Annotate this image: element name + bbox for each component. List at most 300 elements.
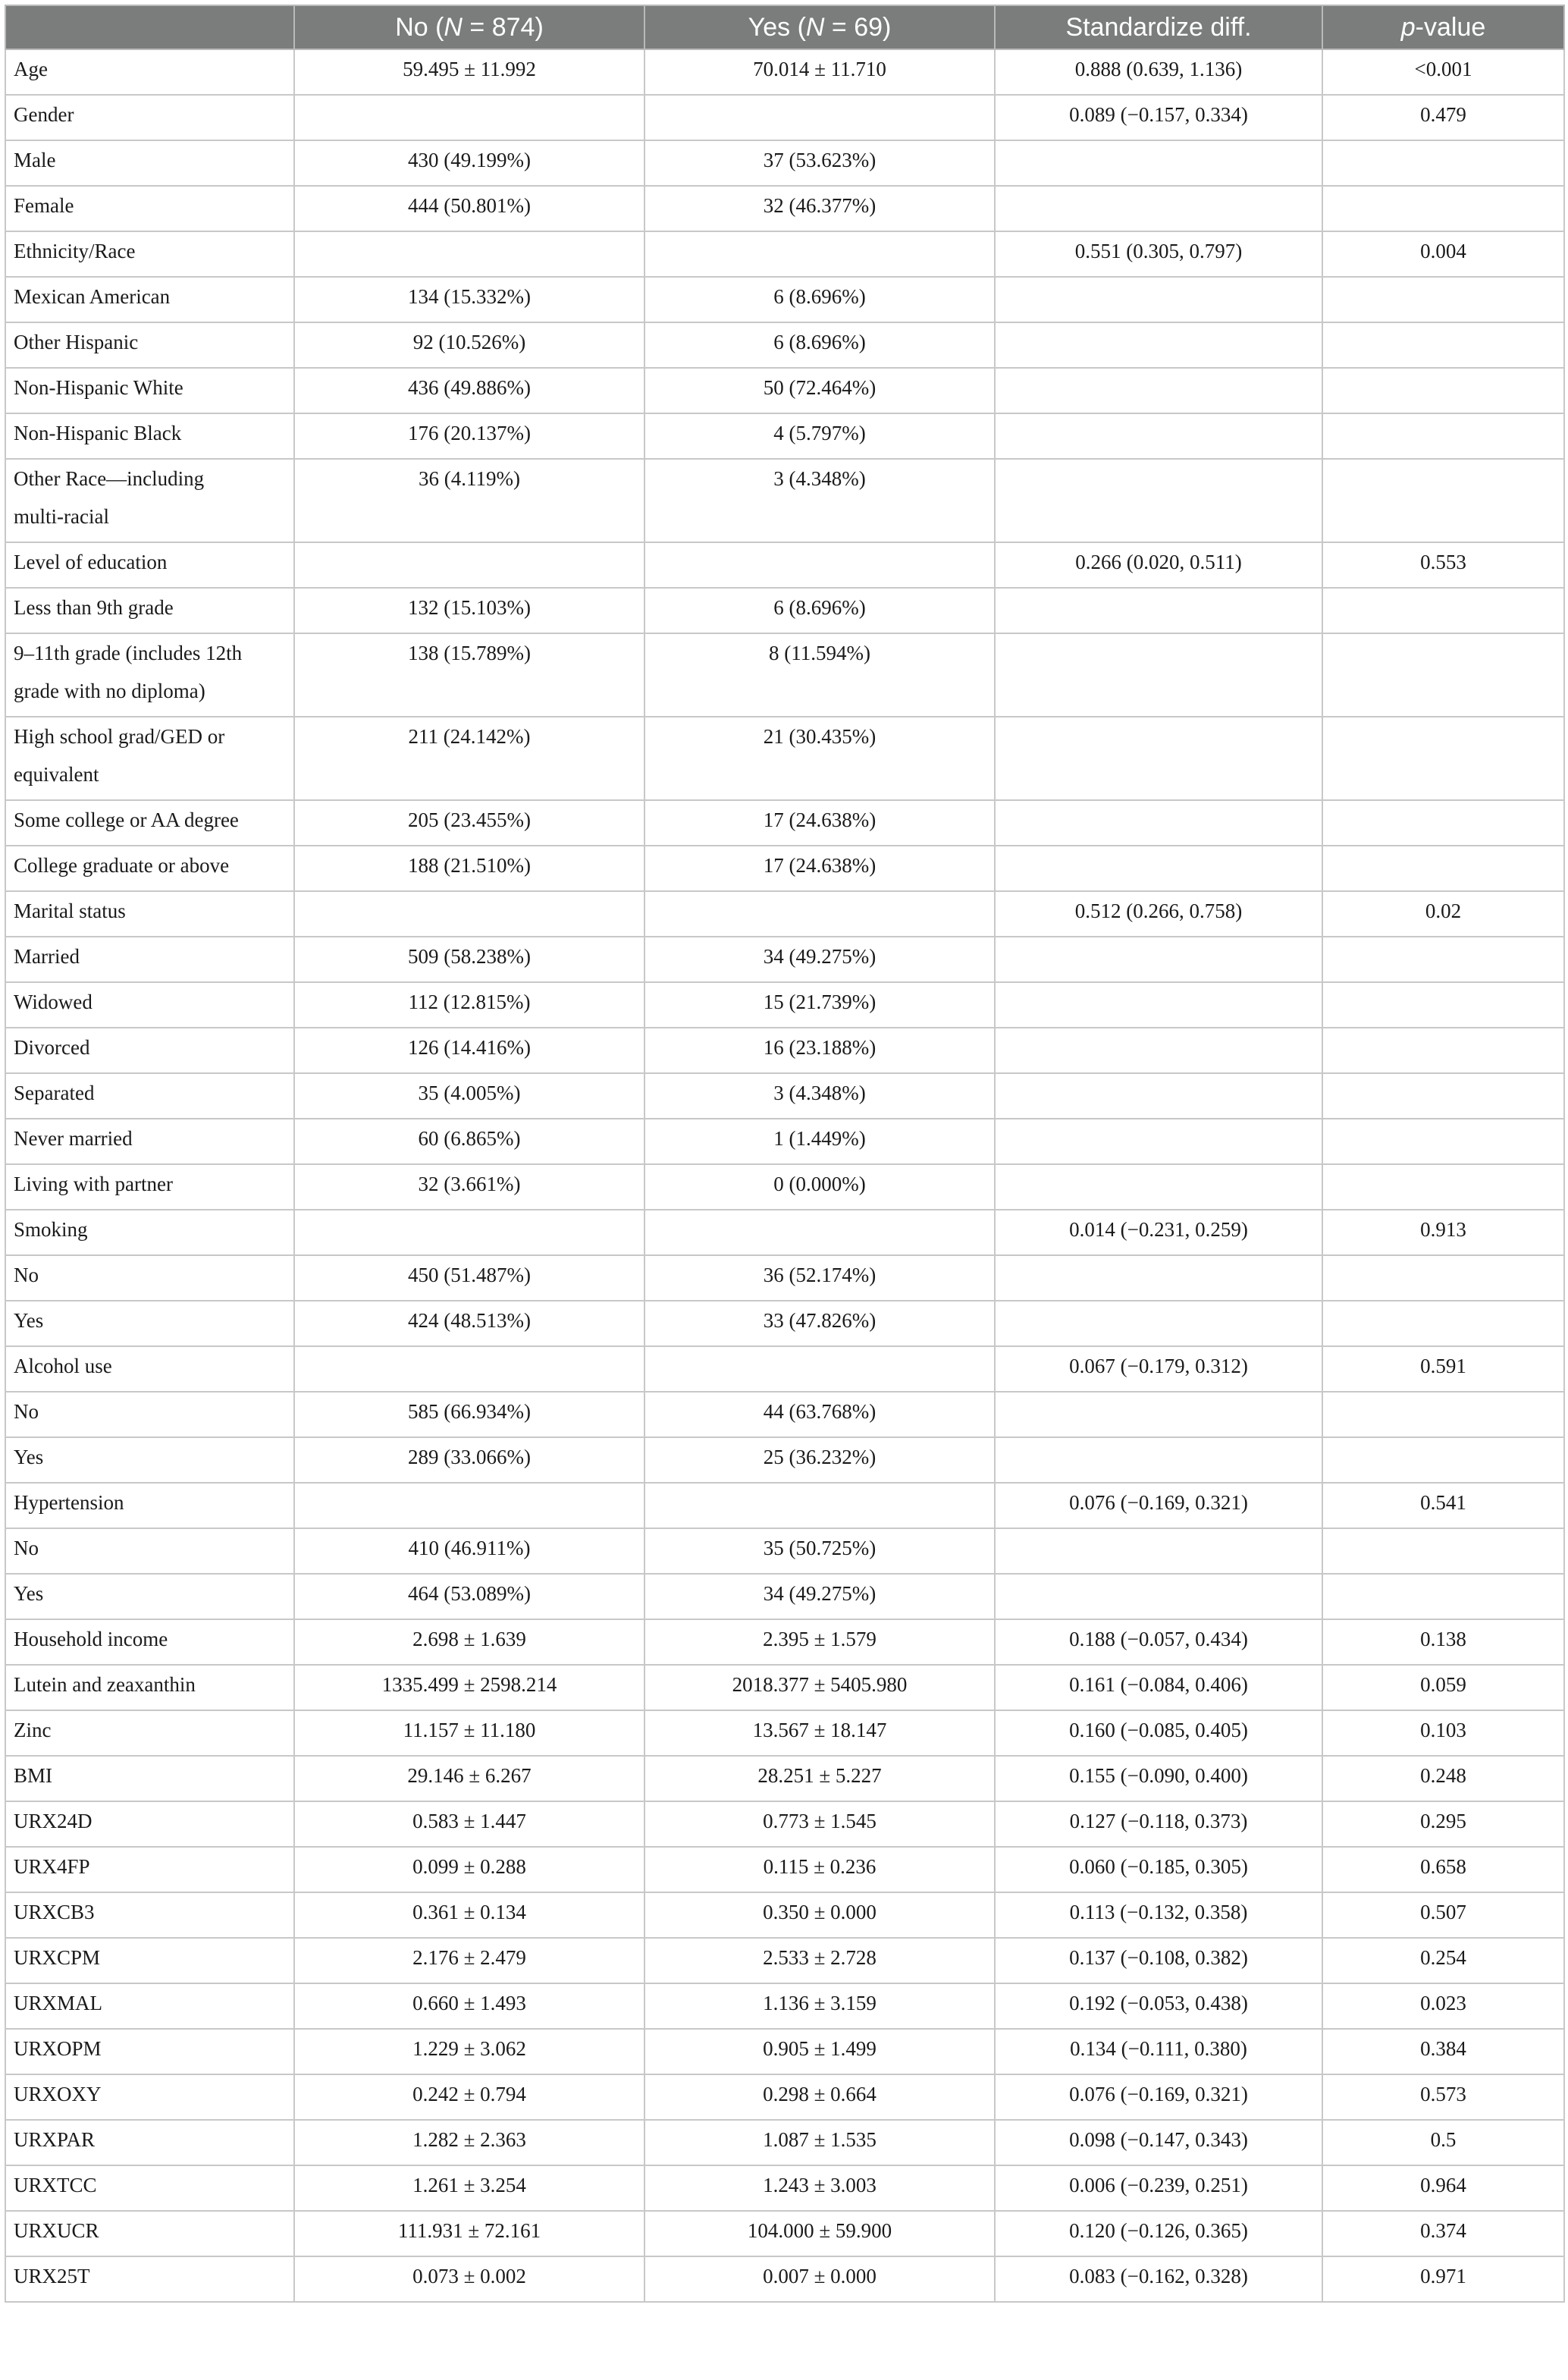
- cell-yes: 33 (47.826%): [644, 1301, 995, 1346]
- cell-label: Gender: [5, 95, 294, 140]
- header-yes: [644, 5, 995, 49]
- cell-yes: 2.395 ± 1.579: [644, 1619, 995, 1665]
- cell-yes: [644, 95, 995, 140]
- table-row: [5, 1255, 1564, 1301]
- cell-std-diff: [995, 277, 1322, 322]
- cell-yes: [644, 542, 995, 588]
- cell-no: 60 (6.865%): [294, 1119, 644, 1164]
- cell-no: 444 (50.801%): [294, 186, 644, 231]
- table-row: [5, 2029, 1564, 2074]
- header-p-rest: -value: [1415, 12, 1486, 42]
- cell-yes: 17 (24.638%): [644, 800, 995, 846]
- table-row: [5, 1528, 1564, 1574]
- cell-yes: 6 (8.696%): [644, 322, 995, 368]
- cell-no: 126 (14.416%): [294, 1028, 644, 1073]
- cell-yes: 4 (5.797%): [644, 413, 995, 459]
- cell-no: [294, 891, 644, 937]
- cell-p-value: 0.059: [1322, 1665, 1564, 1710]
- cell-no: 132 (15.103%): [294, 588, 644, 633]
- cell-label: Hypertension: [5, 1483, 294, 1528]
- cell-p-value: [1322, 1528, 1564, 1574]
- cell-std-diff: 0.551 (0.305, 0.797): [995, 231, 1322, 277]
- cell-yes: [644, 1346, 995, 1392]
- cell-yes: 28.251 ± 5.227: [644, 1756, 995, 1801]
- cell-yes: 1 (1.449%): [644, 1119, 995, 1164]
- cell-p-value: 0.573: [1322, 2074, 1564, 2120]
- cell-no: 111.931 ± 72.161: [294, 2211, 644, 2256]
- table-row: [5, 2074, 1564, 2120]
- cell-yes: 21 (30.435%): [644, 717, 995, 800]
- cell-yes: 25 (36.232%): [644, 1437, 995, 1483]
- table-row: [5, 1119, 1564, 1164]
- cell-std-diff: [995, 368, 1322, 413]
- table-row: [5, 1574, 1564, 1619]
- cell-label: Male: [5, 140, 294, 186]
- header-yes-text: Yes (: [748, 12, 806, 42]
- table-row: [5, 1756, 1564, 1801]
- cell-yes: 44 (63.768%): [644, 1392, 995, 1437]
- cell-no: 585 (66.934%): [294, 1392, 644, 1437]
- cell-no: 1.261 ± 3.254: [294, 2165, 644, 2211]
- cell-yes: 50 (72.464%): [644, 368, 995, 413]
- cell-yes: 3 (4.348%): [644, 459, 995, 542]
- cell-yes: 15 (21.739%): [644, 982, 995, 1028]
- cell-no: 430 (49.199%): [294, 140, 644, 186]
- cell-label: Widowed: [5, 982, 294, 1028]
- cell-label: URXPAR: [5, 2120, 294, 2165]
- cell-label: Other Hispanic: [5, 322, 294, 368]
- table-row: [5, 800, 1564, 846]
- cell-std-diff: 0.067 (−0.179, 0.312): [995, 1346, 1322, 1392]
- cell-yes: 0.298 ± 0.664: [644, 2074, 995, 2120]
- cell-p-value: [1322, 1255, 1564, 1301]
- table-row: [5, 982, 1564, 1028]
- cell-p-value: [1322, 368, 1564, 413]
- header-std-diff: Standardize diff.: [995, 5, 1322, 49]
- cell-label: URX24D: [5, 1801, 294, 1847]
- cell-label: Less than 9th grade: [5, 588, 294, 633]
- cell-p-value: 0.023: [1322, 1983, 1564, 2029]
- cell-yes: 1.087 ± 1.535: [644, 2120, 995, 2165]
- cell-no: 0.660 ± 1.493: [294, 1983, 644, 2029]
- cell-p-value: 0.103: [1322, 1710, 1564, 1756]
- cell-yes: 13.567 ± 18.147: [644, 1710, 995, 1756]
- cell-std-diff: [995, 1301, 1322, 1346]
- header-yes-rest: = 69): [824, 12, 892, 42]
- cell-yes: [644, 1210, 995, 1255]
- header-label: [5, 5, 294, 49]
- cell-std-diff: 0.076 (−0.169, 0.321): [995, 2074, 1322, 2120]
- cell-label: URX4FP: [5, 1847, 294, 1892]
- cell-label: Mexican American: [5, 277, 294, 322]
- cell-std-diff: [995, 140, 1322, 186]
- table-row: [5, 49, 1564, 95]
- cell-p-value: 0.658: [1322, 1847, 1564, 1892]
- table-row: [5, 95, 1564, 140]
- cell-yes: 2018.377 ± 5405.980: [644, 1665, 995, 1710]
- table-row: [5, 413, 1564, 459]
- cell-no: 112 (12.815%): [294, 982, 644, 1028]
- cell-std-diff: [995, 1119, 1322, 1164]
- table-row: [5, 891, 1564, 937]
- table-row: [5, 322, 1564, 368]
- cell-label: [5, 633, 294, 717]
- header-p-italic: p: [1400, 12, 1416, 42]
- cell-p-value: [1322, 1119, 1564, 1164]
- cell-p-value: 0.02: [1322, 891, 1564, 937]
- table-row: [5, 459, 1564, 542]
- cell-label: No: [5, 1255, 294, 1301]
- cell-yes: 0.007 ± 0.000: [644, 2256, 995, 2302]
- table-row: [5, 231, 1564, 277]
- cell-yes: 35 (50.725%): [644, 1528, 995, 1574]
- table-row: [5, 1301, 1564, 1346]
- cell-label: URXCB3: [5, 1892, 294, 1938]
- cell-p-value: 0.964: [1322, 2165, 1564, 2211]
- table-row: [5, 717, 1564, 800]
- cell-std-diff: 0.155 (−0.090, 0.400): [995, 1756, 1322, 1801]
- cell-no: 32 (3.661%): [294, 1164, 644, 1210]
- cell-no: 0.242 ± 0.794: [294, 2074, 644, 2120]
- cell-label: Yes: [5, 1574, 294, 1619]
- cell-std-diff: [995, 1437, 1322, 1483]
- table-row: [5, 1847, 1564, 1892]
- cell-yes: 37 (53.623%): [644, 140, 995, 186]
- cell-label: Level of education: [5, 542, 294, 588]
- table-row: [5, 937, 1564, 982]
- cell-p-value: [1322, 1164, 1564, 1210]
- cell-std-diff: 0.060 (−0.185, 0.305): [995, 1847, 1322, 1892]
- cell-p-value: 0.507: [1322, 1892, 1564, 1938]
- cell-yes: [644, 1483, 995, 1528]
- cell-yes: 17 (24.638%): [644, 846, 995, 891]
- cell-yes: 2.533 ± 2.728: [644, 1938, 995, 1983]
- cell-p-value: [1322, 800, 1564, 846]
- cell-label: Divorced: [5, 1028, 294, 1073]
- cell-p-value: [1322, 1028, 1564, 1073]
- cell-label: URXOPM: [5, 2029, 294, 2074]
- table-body: [5, 49, 1564, 2302]
- cell-p-value: 0.5: [1322, 2120, 1564, 2165]
- cell-yes: 16 (23.188%): [644, 1028, 995, 1073]
- cell-no: 59.495 ± 11.992: [294, 49, 644, 95]
- cell-std-diff: 0.120 (−0.126, 0.365): [995, 2211, 1322, 2256]
- cell-label: URXMAL: [5, 1983, 294, 2029]
- table-row: [5, 2211, 1564, 2256]
- cell-std-diff: 0.161 (−0.084, 0.406): [995, 1665, 1322, 1710]
- characteristics-table: [5, 5, 1565, 2303]
- cell-no: 424 (48.513%): [294, 1301, 644, 1346]
- table-row: [5, 1665, 1564, 1710]
- table-row: [5, 1938, 1564, 1983]
- cell-no: 35 (4.005%): [294, 1073, 644, 1119]
- label-line: grade with no diploma): [14, 680, 205, 702]
- table-row: [5, 588, 1564, 633]
- cell-p-value: [1322, 186, 1564, 231]
- cell-no: 205 (23.455%): [294, 800, 644, 846]
- cell-std-diff: [995, 717, 1322, 800]
- cell-label: No: [5, 1528, 294, 1574]
- table-row: [5, 277, 1564, 322]
- cell-p-value: [1322, 1574, 1564, 1619]
- cell-std-diff: [995, 1073, 1322, 1119]
- cell-no: 1335.499 ± 2598.214: [294, 1665, 644, 1710]
- cell-std-diff: 0.188 (−0.057, 0.434): [995, 1619, 1322, 1665]
- cell-no: [294, 231, 644, 277]
- cell-std-diff: [995, 1164, 1322, 1210]
- cell-std-diff: [995, 846, 1322, 891]
- cell-p-value: [1322, 413, 1564, 459]
- cell-p-value: 0.248: [1322, 1756, 1564, 1801]
- cell-yes: 1.243 ± 3.003: [644, 2165, 995, 2211]
- cell-std-diff: [995, 459, 1322, 542]
- table-row: [5, 1892, 1564, 1938]
- cell-no: 176 (20.137%): [294, 413, 644, 459]
- table-row: [5, 1164, 1564, 1210]
- cell-label: Some college or AA degree: [5, 800, 294, 846]
- cell-std-diff: 0.113 (−0.132, 0.358): [995, 1892, 1322, 1938]
- header-no-rest: = 874): [462, 12, 544, 42]
- table-row: [5, 2256, 1564, 2302]
- cell-p-value: [1322, 1392, 1564, 1437]
- cell-yes: [644, 891, 995, 937]
- cell-label: Ethnicity/Race: [5, 231, 294, 277]
- cell-label: URXCPM: [5, 1938, 294, 1983]
- cell-p-value: <0.001: [1322, 49, 1564, 95]
- cell-label: URXUCR: [5, 2211, 294, 2256]
- cell-no: [294, 1483, 644, 1528]
- table-row: [5, 1210, 1564, 1255]
- cell-yes: 34 (49.275%): [644, 937, 995, 982]
- cell-label: [5, 717, 294, 800]
- cell-yes: 32 (46.377%): [644, 186, 995, 231]
- header-no-n: N: [444, 12, 463, 42]
- table-header: [5, 5, 1564, 49]
- cell-std-diff: 0.160 (−0.085, 0.405): [995, 1710, 1322, 1756]
- cell-std-diff: [995, 186, 1322, 231]
- table-row: [5, 542, 1564, 588]
- cell-label: [5, 459, 294, 542]
- cell-p-value: [1322, 1437, 1564, 1483]
- cell-p-value: [1322, 982, 1564, 1028]
- cell-yes: 1.136 ± 3.159: [644, 1983, 995, 2029]
- cell-p-value: 0.913: [1322, 1210, 1564, 1255]
- cell-std-diff: 0.083 (−0.162, 0.328): [995, 2256, 1322, 2302]
- cell-p-value: 0.138: [1322, 1619, 1564, 1665]
- cell-p-value: 0.553: [1322, 542, 1564, 588]
- cell-yes: 0.115 ± 0.236: [644, 1847, 995, 1892]
- cell-p-value: [1322, 322, 1564, 368]
- label-line: 9–11th grade (includes 12th: [14, 642, 243, 664]
- cell-yes: 0 (0.000%): [644, 1164, 995, 1210]
- cell-std-diff: 0.512 (0.266, 0.758): [995, 891, 1322, 937]
- label-line: Other Race—including: [14, 467, 205, 490]
- cell-no: [294, 1210, 644, 1255]
- cell-no: 1.229 ± 3.062: [294, 2029, 644, 2074]
- cell-no: 1.282 ± 2.363: [294, 2120, 644, 2165]
- cell-label: Female: [5, 186, 294, 231]
- cell-yes: 104.000 ± 59.900: [644, 2211, 995, 2256]
- cell-std-diff: 0.192 (−0.053, 0.438): [995, 1983, 1322, 2029]
- cell-p-value: [1322, 717, 1564, 800]
- cell-no: [294, 1346, 644, 1392]
- table-row: [5, 1437, 1564, 1483]
- cell-yes: 36 (52.174%): [644, 1255, 995, 1301]
- cell-std-diff: [995, 1028, 1322, 1073]
- cell-std-diff: [995, 982, 1322, 1028]
- cell-no: 0.361 ± 0.134: [294, 1892, 644, 1938]
- cell-label: BMI: [5, 1756, 294, 1801]
- cell-no: 92 (10.526%): [294, 322, 644, 368]
- label-line: High school grad/GED or: [14, 725, 225, 748]
- cell-label: URXTCC: [5, 2165, 294, 2211]
- header-no-text: No (: [395, 12, 444, 42]
- cell-yes: [644, 231, 995, 277]
- table-row: [5, 368, 1564, 413]
- cell-std-diff: 0.089 (−0.157, 0.334): [995, 95, 1322, 140]
- cell-p-value: 0.479: [1322, 95, 1564, 140]
- cell-no: 0.099 ± 0.288: [294, 1847, 644, 1892]
- cell-std-diff: 0.076 (−0.169, 0.321): [995, 1483, 1322, 1528]
- cell-no: 11.157 ± 11.180: [294, 1710, 644, 1756]
- cell-label: College graduate or above: [5, 846, 294, 891]
- table-row: [5, 2165, 1564, 2211]
- cell-std-diff: 0.127 (−0.118, 0.373): [995, 1801, 1322, 1847]
- label-line: multi-racial: [14, 505, 109, 528]
- cell-label: URXOXY: [5, 2074, 294, 2120]
- cell-label: Non-Hispanic White: [5, 368, 294, 413]
- cell-yes: 3 (4.348%): [644, 1073, 995, 1119]
- cell-label: Married: [5, 937, 294, 982]
- cell-std-diff: 0.137 (−0.108, 0.382): [995, 1938, 1322, 1983]
- cell-label: Lutein and zeaxanthin: [5, 1665, 294, 1710]
- cell-std-diff: [995, 588, 1322, 633]
- cell-std-diff: [995, 1528, 1322, 1574]
- cell-p-value: [1322, 1301, 1564, 1346]
- table-row: [5, 140, 1564, 186]
- cell-yes: 0.350 ± 0.000: [644, 1892, 995, 1938]
- cell-p-value: 0.541: [1322, 1483, 1564, 1528]
- table-row: [5, 1392, 1564, 1437]
- cell-no: 188 (21.510%): [294, 846, 644, 891]
- cell-std-diff: [995, 800, 1322, 846]
- cell-no: [294, 542, 644, 588]
- table-row: [5, 1801, 1564, 1847]
- cell-label: Yes: [5, 1437, 294, 1483]
- table-row: [5, 2120, 1564, 2165]
- cell-no: 436 (49.886%): [294, 368, 644, 413]
- cell-no: 138 (15.789%): [294, 633, 644, 717]
- cell-label: Age: [5, 49, 294, 95]
- table-row: [5, 1619, 1564, 1665]
- cell-yes: 34 (49.275%): [644, 1574, 995, 1619]
- table-row: [5, 186, 1564, 231]
- cell-p-value: [1322, 1073, 1564, 1119]
- table-row: [5, 633, 1564, 717]
- cell-label: Separated: [5, 1073, 294, 1119]
- cell-label: Non-Hispanic Black: [5, 413, 294, 459]
- cell-label: Household income: [5, 1619, 294, 1665]
- table-row: [5, 1483, 1564, 1528]
- cell-no: 450 (51.487%): [294, 1255, 644, 1301]
- cell-yes: 0.905 ± 1.499: [644, 2029, 995, 2074]
- table-row: [5, 1710, 1564, 1756]
- cell-no: [294, 95, 644, 140]
- table-row: [5, 1346, 1564, 1392]
- cell-no: 289 (33.066%): [294, 1437, 644, 1483]
- cell-label: Smoking: [5, 1210, 294, 1255]
- table-row: [5, 1983, 1564, 2029]
- cell-std-diff: 0.098 (−0.147, 0.343): [995, 2120, 1322, 2165]
- header-row: [5, 5, 1564, 49]
- cell-p-value: [1322, 937, 1564, 982]
- cell-label: No: [5, 1392, 294, 1437]
- cell-std-diff: 0.266 (0.020, 0.511): [995, 542, 1322, 588]
- cell-no: 29.146 ± 6.267: [294, 1756, 644, 1801]
- cell-yes: 6 (8.696%): [644, 588, 995, 633]
- table-row: [5, 1073, 1564, 1119]
- cell-no: 2.176 ± 2.479: [294, 1938, 644, 1983]
- cell-label: URX25T: [5, 2256, 294, 2302]
- cell-p-value: 0.254: [1322, 1938, 1564, 1983]
- cell-std-diff: [995, 1255, 1322, 1301]
- header-yes-n: N: [805, 12, 825, 42]
- cell-p-value: 0.004: [1322, 231, 1564, 277]
- table-row: [5, 1028, 1564, 1073]
- cell-std-diff: 0.888 (0.639, 1.136): [995, 49, 1322, 95]
- cell-p-value: 0.295: [1322, 1801, 1564, 1847]
- cell-no: 410 (46.911%): [294, 1528, 644, 1574]
- cell-label: Alcohol use: [5, 1346, 294, 1392]
- cell-std-diff: 0.134 (−0.111, 0.380): [995, 2029, 1322, 2074]
- cell-label: Marital status: [5, 891, 294, 937]
- cell-no: 0.583 ± 1.447: [294, 1801, 644, 1847]
- cell-no: 36 (4.119%): [294, 459, 644, 542]
- cell-std-diff: [995, 413, 1322, 459]
- cell-no: 211 (24.142%): [294, 717, 644, 800]
- cell-std-diff: [995, 322, 1322, 368]
- cell-yes: 0.773 ± 1.545: [644, 1801, 995, 1847]
- cell-yes: 8 (11.594%): [644, 633, 995, 717]
- cell-p-value: 0.591: [1322, 1346, 1564, 1392]
- cell-p-value: [1322, 459, 1564, 542]
- cell-p-value: [1322, 846, 1564, 891]
- cell-std-diff: [995, 937, 1322, 982]
- header-p-value: [1322, 5, 1564, 49]
- cell-label: Never married: [5, 1119, 294, 1164]
- cell-p-value: 0.971: [1322, 2256, 1564, 2302]
- cell-std-diff: [995, 1574, 1322, 1619]
- cell-label: Yes: [5, 1301, 294, 1346]
- cell-no: 464 (53.089%): [294, 1574, 644, 1619]
- cell-no: 2.698 ± 1.639: [294, 1619, 644, 1665]
- cell-no: 509 (58.238%): [294, 937, 644, 982]
- cell-no: 134 (15.332%): [294, 277, 644, 322]
- cell-label: Zinc: [5, 1710, 294, 1756]
- cell-p-value: [1322, 140, 1564, 186]
- cell-p-value: 0.384: [1322, 2029, 1564, 2074]
- cell-std-diff: 0.006 (−0.239, 0.251): [995, 2165, 1322, 2211]
- cell-label: Living with partner: [5, 1164, 294, 1210]
- cell-yes: 6 (8.696%): [644, 277, 995, 322]
- cell-std-diff: 0.014 (−0.231, 0.259): [995, 1210, 1322, 1255]
- cell-p-value: 0.374: [1322, 2211, 1564, 2256]
- table-row: [5, 846, 1564, 891]
- cell-std-diff: [995, 633, 1322, 717]
- label-line: equivalent: [14, 763, 99, 786]
- cell-yes: 70.014 ± 11.710: [644, 49, 995, 95]
- cell-p-value: [1322, 588, 1564, 633]
